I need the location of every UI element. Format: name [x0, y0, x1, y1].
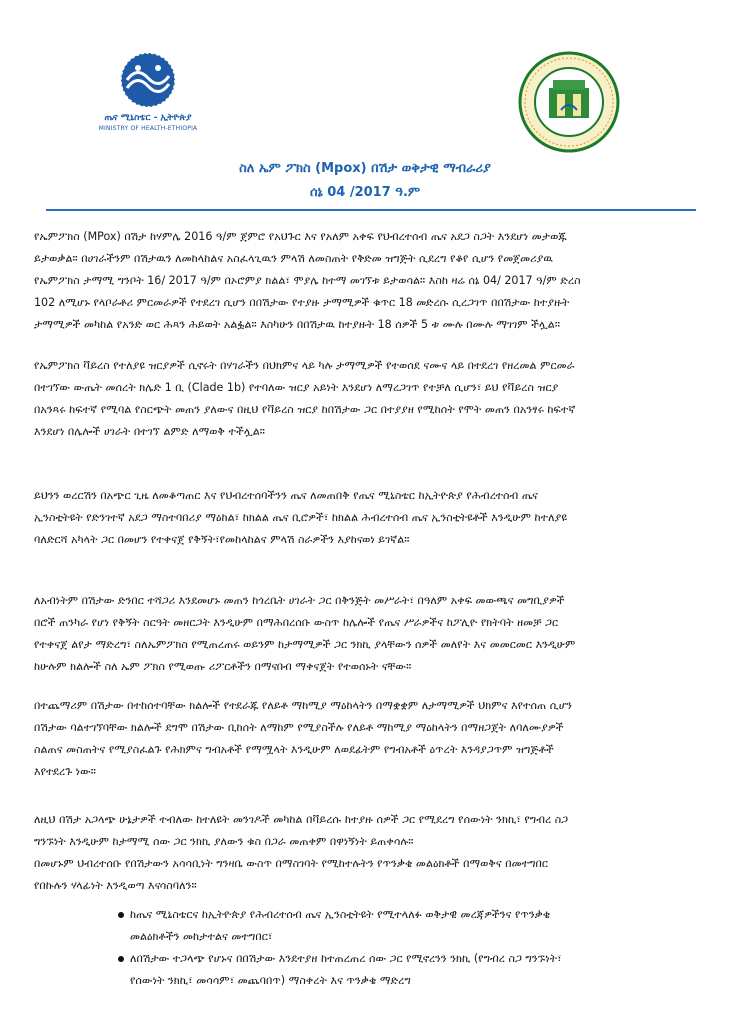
paragraph-2 [34, 355, 694, 443]
paragraph-line: በተጨማሪም በሽታው በተከሰተባቸው ክልሎች የተደራጁ የለይቶ ማከሚያ ማዕከላትን በማቋቋም ለታማሚዎች ህክምና እየተሰጠ ሲሆን [34, 699, 573, 712]
paragraph-line: የበኩሉን ሃላፊነት እንዲወጣ እናሳስባለን። [34, 879, 197, 892]
document-date: ሰኔ 04 /2017 ዓ.ም [309, 185, 421, 200]
ministry-name-amharic: ጤና ሚኒስቴር - ኢትዮጵያ [104, 113, 192, 123]
paragraph-3 [34, 485, 694, 551]
document-title: ስለ ኤም ፖክስ (Mpox) በሽታ ወቅታዊ ማብራሪያ [239, 161, 491, 176]
paragraph-line: ስልጠና መስጠትና የሚያስፈልጉ የሕክምና ግብአቶች የማሟላት እንዲሁም ለወደፊትም የግብአቶች ዕጥረት እንዳያጋጥም ዝግጅቶች [34, 743, 554, 756]
bullet-line: ከጤና ሚኒስቴርና ከኢትዮጵያ የሕብረተሰብ ጤና ኢንስቲትዩት የሚተላለፉ ወቅታዊ መረጃዎችንና የጥንቃቄ [130, 908, 551, 921]
paragraph-1 [34, 226, 694, 336]
paragraph-line: ይታወቃል። በሀገራችንም በሽታዉን ለመከላከልና አስፈላጊዉን ምላሽ ለመስጠት የቅድመ ዝግጅት ሲደረግ የቆየ ሲሆን የመጀመሪያዉ [34, 252, 553, 265]
paragraph-line: ለዚህ በሽታ አጋላጭ ሁኔታዎች ተብለው ከተለዩት መንገዶች መካከል በቫይረሱ ከተያዙ ሰዎች ጋር የሚደረግ የሰውነት ንክኪ፣ የግብረ ስጋ [34, 813, 569, 826]
paragraph-line: በአንጻሩ ከፍተኛ የሚባል የስርጭት መጠን ያለውና በዚህ የቫይረስ ዝርያ ከበሽታው ጋር በተያያዘ የሚከሰት የሞት መጠን በአንፃሩ ከፍተኛ [34, 403, 576, 416]
paragraph-line: የኤምፖክስ (MPox) በሽታ ከሃምሌ 2016 ዓ/ም ጀምሮ የአህጉር እና የአለም አቀፍ የህብረተሰብ ጤና አደጋ ስጋት እንደሆነ መታወጁ [34, 230, 567, 243]
paragraph-line: ይህንን ወረርሽን በአጭር ጊዜ ለመቆጣጠር እና የህብረተሰባችንን ጤና ለመጠበቅ የጤና ሚኒስቴር ከኢትዮጵያ የሕብረተሰብ ጤና [34, 489, 539, 502]
bullet-line: ለበሽታው ተጋላጭ የሆኑና በበሽታው እንደተያዘ ከተጠረጠረ ሰው ጋር የሚኖረንን ንክኪ (የግብረ ስጋ ግንኙነት፣ [130, 952, 562, 965]
paragraph-4 [34, 590, 694, 678]
bullet-item [98, 948, 698, 992]
paragraph-line: ኢንስቲትዩት የድንገተኛ አደጋ ማስተባበሪያ ማዕከል፣ ከክልል ጤና ቢሮዎች፣ ከክልል ሕብረተሰብ ጤና ኢንስቲትዩቶች እንዲሁም ከተለያዩ [34, 511, 567, 524]
bullet-item [98, 904, 698, 948]
paragraph-6 [34, 809, 694, 897]
paragraph-line: ከሁሉም ክልሎች ስለ ኤም ፖክስ የሚወጡ ሪፖርቶችን በማናበብ ማቀናጀት የተወሰኑት ናቸው። [34, 660, 412, 673]
paragraph-line: በመሆኑም ህብረተሰቡ የበሽታውን አሳሳቢነት ግንዛቤ ውስጥ በማስገባት የሚከተሉትን የጥንቃቄ መልዕክቶች በማወቅና በመተግበር [34, 857, 549, 870]
paragraph-line: ግንኙነት እንዲሁም ከታማሚ ሰው ጋር ንክኪ ያለውን ቁስ በጋራ መጠቀም በዋነኝነት ይጠቀሳሉ። [34, 835, 414, 848]
paragraph-line: የኤምፖክስ ታማሚ ግንቦት 16/ 2017 ዓ/ም በኦሮምያ ክልል፣ ሞያሌ ከተማ መገኘቱ ይታወሳል። እስከ ዛሬ ሰኔ 04/ 2017 ዓ/ም ድረስ [34, 274, 581, 287]
paragraph-line: ባለድርሻ አካላት ጋር በመሆን የተቀናጀ የቅኝት፣የመከላከልና ምላሽ ስራዎችን እያከናወነ ይገኛል። [34, 533, 410, 546]
paragraph-line: በተገኘው ውጤት መሰረት ክሌድ 1 ቢ (Clade 1b) የተባለው ዝርያ አይነት እንደሆነ ለማረጋገጥ የተቻለ ሲሆን፣ ይህ የቫይረስ ዝርያ [34, 381, 559, 394]
paragraph-5 [34, 695, 694, 783]
paragraph-line: በሮች ጠንካራ የሆነ የቅኝት ስርዓት መዘርጋት እንዲሁም በማሕበረሰቡ ውስጥ ከሌሎች የጤና ሥራዎችና ከፖሊዮ የክትባት ዘመቻ ጋር [34, 616, 559, 629]
bullet-line: መልዕክቶችን መከታተልና መተግበር፣ [130, 930, 273, 943]
bullet-icon [118, 956, 124, 962]
paragraph-line: የተቀናጀ ልየታ ማድረግ፣ ስለኤምፖክስ የሚጠረጠሩ ወይንም ከታማሚዎች ጋር ንክኪ ያላቸውን ሰዎች መለየት እና መመርመር እንዲሁም [34, 638, 576, 651]
paragraph-line: ለአብነትም በሽታው ድንበር ተሻጋሪ እንደመሆኑ መጠን ከጎረቤት ሀገራት ጋር በቅንጅት መሥራት፣ በዓለም አቀፍ መውጫና መግቢያዎች [34, 594, 565, 607]
title-divider [46, 209, 696, 211]
paragraph-line: 102 ለሚሆኑ የላቦራቶሪ ምርመራዎች የተደረገ ሲሆን በበሽታው የተያዙ ታማሚዎች ቁጥር 18 መድረሱ ሲረጋገጥ በበሽታው ከተያዙት [34, 296, 570, 309]
bullet-icon [118, 912, 124, 918]
advice-bullet-list [98, 904, 698, 992]
paragraph-line: በሽታው ባልተገኘባቸው ክልሎች ደግሞ በሽታው ቢከሰት ለማከም የሚያስችሉ የለይቶ ማከሚያ ማዕከላትን በማዘጋጀት ለባለሙያዎች [34, 721, 564, 734]
paragraph-line: የኤምፖክስ ቫይረስ የተለያዩ ዝርያዎች ሲኖሩት በሃገራችን በህክምና ላይ ካሉ ታማሚዎች የተወሰደ ናሙና ላይ በተደረገ የዘረመል ምርመራ [34, 359, 575, 372]
paragraph-line: እንደሆነ በሌሎች ሀገራት በተገኘ ልምድ ለማወቅ ተችሏል። [34, 425, 265, 438]
ephi-seal-logo [517, 50, 622, 155]
bullet-line: የሰውነት ንክኪ፣ መሳሳም፣ መጨባበጥ) ማስቀረት እና ጥንቃቄ ማድረግ [130, 974, 411, 987]
ministry-name-english: MINISTRY OF HEALTH-ETHIOPIA [98, 125, 198, 132]
paragraph-line: እየተደረጉ ነው። [34, 765, 96, 778]
paragraph-line: ታማሚዎች መካከል የአንድ ወር ሕጻን ሕይወት አልፏል። እስካሁን በበሽታዉ ከተያዙት 18 ሰዎች 5 ቱ ሙሉ በሙሉ ማገገም ችሏል። [34, 318, 560, 331]
